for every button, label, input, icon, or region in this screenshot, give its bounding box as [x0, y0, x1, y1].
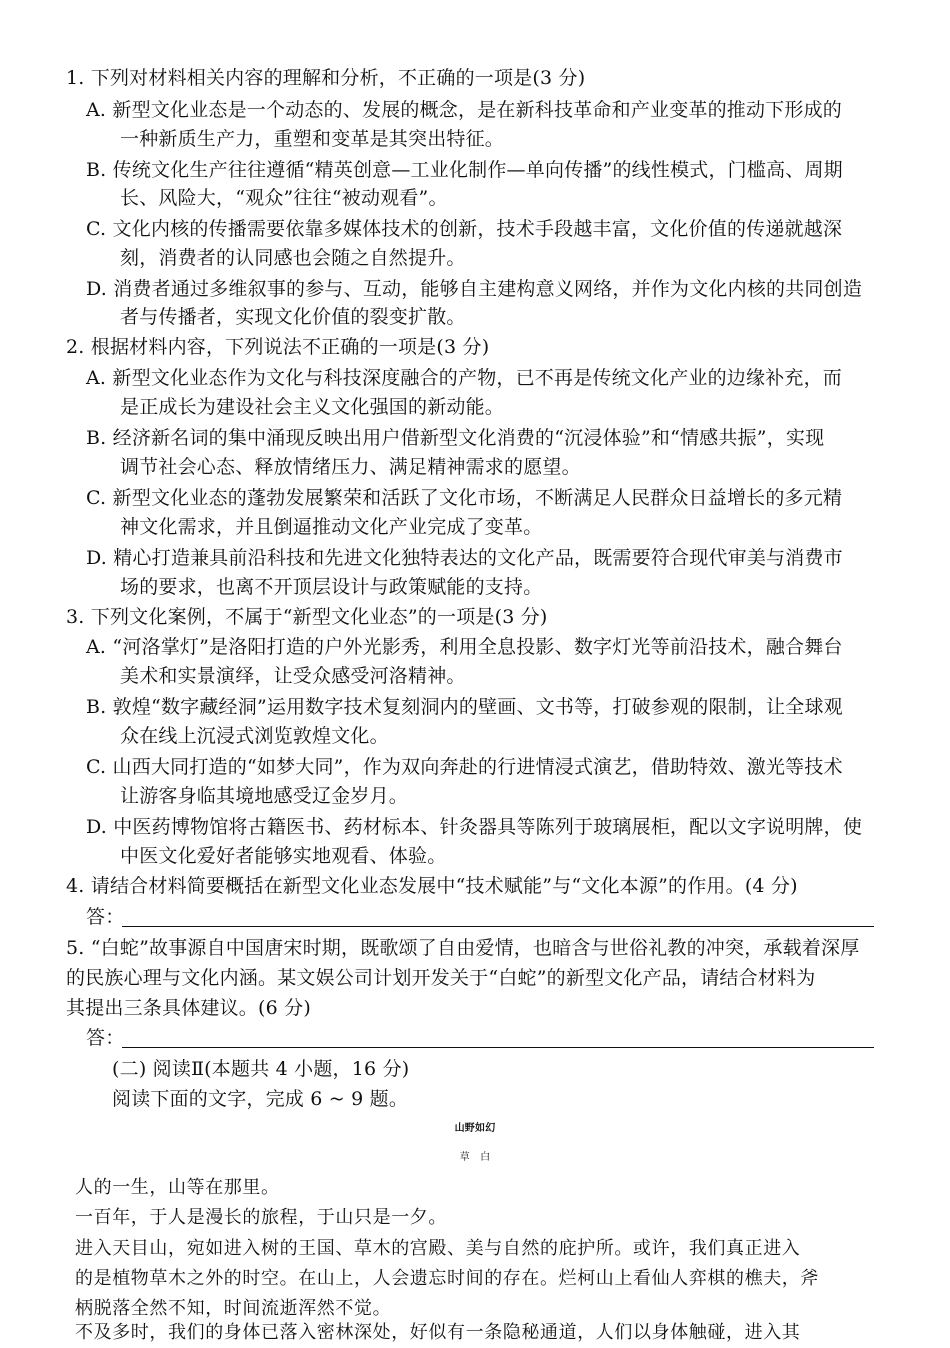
q2-option-d-cont: 场的要求，也离不开顶层设计与政策赋能的支持。: [120, 576, 543, 598]
q2-option-b-cont: 调节社会心态、释放情绪压力、满足精神需求的愿望。: [120, 456, 581, 478]
q1-option-c: C. 文化内核的传播需要依靠多媒体技术的创新，技术手段越丰富，文化价值的传递就越深: [86, 218, 843, 240]
passage-paragraph-1: 人的一生，山等在那里。: [75, 1177, 280, 1198]
q1-option-d-cont: 者与传播者，实现文化价值的裂变扩散。: [120, 306, 466, 328]
q4-answer-line[interactable]: [122, 926, 874, 927]
q2-option-a: A. 新型文化业态作为文化与科技深度融合的产物，已不再是传统文化产业的边缘补充，而: [86, 367, 843, 389]
passage-paragraph-4: 不及多时，我们的身体已落入密林深处，好似有一条隐秘通道，人们以身体触碰，进入其: [75, 1322, 801, 1343]
q4-stem: 4. 请结合材料简要概括在新型文化业态发展中“技术赋能”与“文化本源”的作用。(4 分): [66, 875, 798, 897]
q1-stem: 1. 下列对材料相关内容的理解和分析，不正确的一项是(3 分): [66, 67, 586, 89]
passage-title: 山野如幻: [454, 1123, 496, 1134]
q5-answer-line[interactable]: [122, 1047, 874, 1048]
q3-option-a: A. “河洛掌灯”是洛阳打造的户外光影秀，利用全息投影、数字灯光等前沿技术，融合舞台: [86, 636, 843, 658]
q2-option-a-cont: 是正成长为建设社会主义文化强国的新动能。: [120, 396, 505, 418]
q3-option-c: C. 山西大同打造的“如梦大同”，作为双向奔赴的行进情浸式演艺，借助特效、激光等技术: [86, 756, 843, 778]
q1-option-b-cont: 长、风险大，“观众”往往“被动观看”。: [120, 187, 448, 209]
passage-paragraph-2: 一百年，于人是漫长的旅程，于山只是一夕。: [75, 1207, 447, 1228]
q3-stem: 3. 下列文化案例，不属于“新型文化业态”的一项是(3 分): [66, 606, 548, 628]
q3-option-d: D. 中医药博物馆将古籍医书、药材标本、针灸器具等陈列于玻璃展柜，配以文字说明牌，使: [86, 816, 863, 838]
q3-option-b-cont: 众在线上沉浸式浏览敦煌文化。: [120, 725, 389, 747]
q3-option-a-cont: 美术和实景演绎，让受众感受河洛精神。: [120, 665, 466, 687]
q2-option-b: B. 经济新名词的集中涌现反映出用户借新型文化消费的“沉浸体验”和“情感共振”，实现: [86, 427, 825, 449]
section-instruction: 阅读下面的文字，完成 6 ~ 9 题。: [112, 1088, 409, 1110]
q2-stem: 2. 根据材料内容，下列说法不正确的一项是(3 分): [66, 336, 490, 358]
q4-answer-label: 答：: [86, 906, 125, 928]
q2-option-c: C. 新型文化业态的蓬勃发展繁荣和活跃了文化市场，不断满足人民群众日益增长的多元精: [86, 487, 843, 509]
q5-answer-label: 答：: [86, 1027, 125, 1049]
passage-author: 草 白: [459, 1152, 491, 1163]
passage-paragraph-3-cont-1: 的是植物草木之外的时空。在山上，人会遗忘时间的存在。烂柯山上看仙人弈棋的樵夫，斧: [75, 1268, 819, 1289]
q1-option-a: A. 新型文化业态是一个动态的、发展的概念，是在新科技革命和产业变革的推动下形成的: [86, 99, 843, 121]
q1-option-c-cont: 刻，消费者的认同感也会随之自然提升。: [120, 247, 466, 269]
q5-stem-cont-1: 的民族心理与文化内涵。某文娱公司计划开发关于“白蛇”的新型文化产品，请结合材料为: [66, 967, 816, 989]
q3-option-d-cont: 中医文化爱好者能够实地观看、体验。: [120, 845, 447, 867]
passage-paragraph-3: 进入天目山，宛如进入树的王国、草木的宫殿、美与自然的庇护所。或许，我们真正进入: [75, 1238, 801, 1259]
q2-option-d: D. 精心打造兼具前沿科技和先进文化独特表达的文化产品，既需要符合现代审美与消费市: [86, 547, 843, 569]
q1-option-d: D. 消费者通过多维叙事的参与、互动，能够自主建构意义网络，并作为文化内核的共同创造: [86, 278, 863, 300]
passage-paragraph-3-cont-2: 柄脱落全然不知，时间流逝浑然不觉。: [75, 1298, 392, 1319]
q2-option-c-cont: 神文化需求，并且倒逼推动文化产业完成了变革。: [120, 516, 543, 538]
q1-option-b: B. 传统文化生产往往遵循“精英创意—工业化制作—单向传播”的线性模式，门槛高、周期: [86, 159, 843, 181]
q5-stem-cont-2: 其提出三条具体建议。(6 分): [66, 997, 311, 1019]
q5-stem: 5. “白蛇”故事源自中国唐宋时期，既歌颂了自由爱情，也暗含与世俗礼教的冲突，承载着深厚: [66, 937, 860, 959]
q3-option-b: B. 敦煌“数字藏经洞”运用数字技术复刻洞内的壁画、文书等，打破参观的限制，让全球观: [86, 696, 843, 718]
q3-option-c-cont: 让游客身临其境地感受辽金岁月。: [120, 785, 409, 807]
q1-option-a-cont: 一种新质生产力，重塑和变革是其突出特征。: [120, 128, 505, 150]
section-heading: (二) 阅读Ⅱ(本题共 4 小题，16 分): [112, 1058, 410, 1080]
